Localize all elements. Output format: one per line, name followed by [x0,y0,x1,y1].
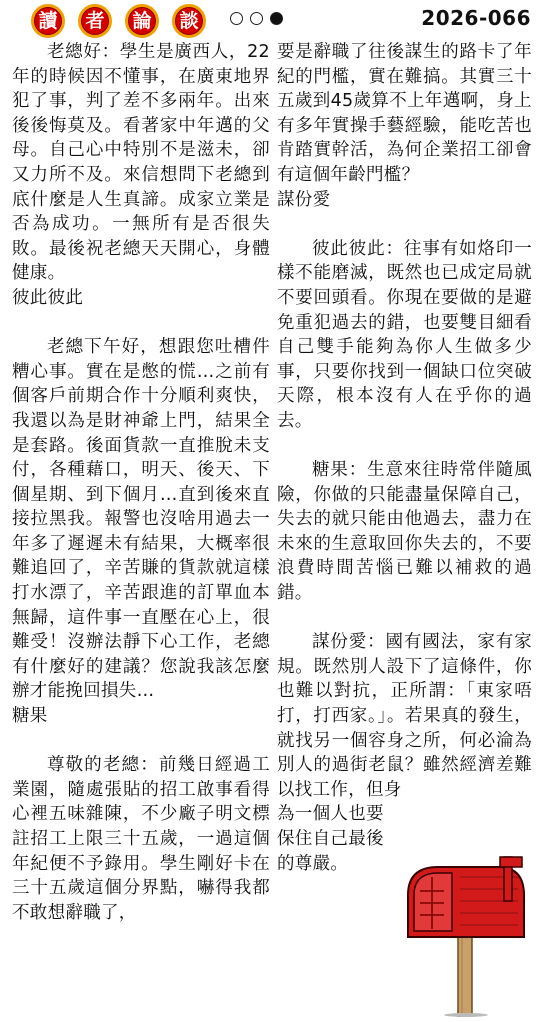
circle-icon [230,12,243,25]
title-badge: 論 [125,4,159,38]
editor-reply-line: 的尊嚴。 [277,853,349,874]
mailbox-post [458,933,472,1017]
title-badge: 讀 [31,4,65,38]
left-column [12,40,270,925]
reader-letter-continued: 要是辭職了往後謀生的路卡了年紀的門檻，實在難搞。其實三十五歲到45歲算不上年邁啊，身上有多年實操手藝經驗，能吃苦也肯踏實幹活，為何企業招工卻會有這個年齡門檻？ [277,42,532,185]
letter-signature: 糖果 [12,706,48,727]
title-badge: 談 [172,4,206,38]
issue-number: 2026-066 [421,6,531,30]
reader-letter: 尊敬的老總：前幾日經過工業園，隨處張貼的招工啟事看得心裡五味雜陳，不少廠子明文標註招工上限三十五歲，一過這個年紀便不予錄用。學生剛好卡在三十五歲這個分界點，嚇得我都不敢想辭職了， [12,755,270,923]
title-badge: 者 [78,4,112,38]
letter-signature: 彼此彼此 [12,287,84,308]
circle-icon [250,12,263,25]
editor-reply: 糖果：生意來往時常伴隨風險，你做的只能盡量保障自己，失去的就只能由他過去，盡力在未來的生意取回你失去的，不要浪費時間苦惱已難以補救的過錯。 [277,460,532,604]
reader-letter: 老總好：學生是廣西人，22年的時候因不懂事，在廣東地界犯了事，判了差不多兩年。出來後後悔莫及。看著家中年邁的父母。自己心中特別不是滋未，卻又力所不及。來信想問下老總到底什麼是人生真諦。成家立業是否為成功。一無所有是否很失敗。最後祝老總天天開心，身體健康。 [12,42,270,284]
letter-signature: 謀份愛 [277,189,331,210]
filled-circle-icon [270,12,283,25]
reader-letter: 老總下午好，想跟您吐槽件糟心事。實在是憋的慌…之前有個客戶前期合作十分順利爽快，我還以為是財神爺上門，結果全是套路。後面貨款一直推脫未支付，各種藉口，明天、後天、下個星期、到下個月…直到後來直接拉黑我。報警也沒啥用過去一年多了遲遲未有結果，大概率很難追回了，辛苦賺的貨款就這樣打水漂了，辛苦跟進的訂單血本無歸，這件事一直壓在心上，很難受！沒辦法靜下心工作，老總有什麼好的建議？您說我該怎麼辦才能挽回損失… [12,337,270,702]
editor-reply-line: 為一個人也要 [277,804,384,825]
mailbox-illustration [400,855,532,1017]
right-column [277,40,532,876]
editor-reply-line: 保住自己最後 [277,829,384,849]
editor-reply: 彼此彼此：往事有如烙印一樣不能磨滅，既然也已成定局就不要回頭看。你現在要做的是避免重犯過去的錯，也要雙目細看自己雙手能夠為你人生做多少事，只要你找到一個缺口位突破天際，根本沒有人在乎你的過去。 [277,238,532,431]
header [0,0,545,38]
editor-reply: 謀份愛：國有國法，家有家規。既然別人設下了這條件，你也難以對抗，正所謂：「東家唔打，打西家。」。若果真的發生，就找另一個容身之所，何必淪為別人的過街老鼠？雖然經濟差難以找工作，但身 [277,632,532,800]
